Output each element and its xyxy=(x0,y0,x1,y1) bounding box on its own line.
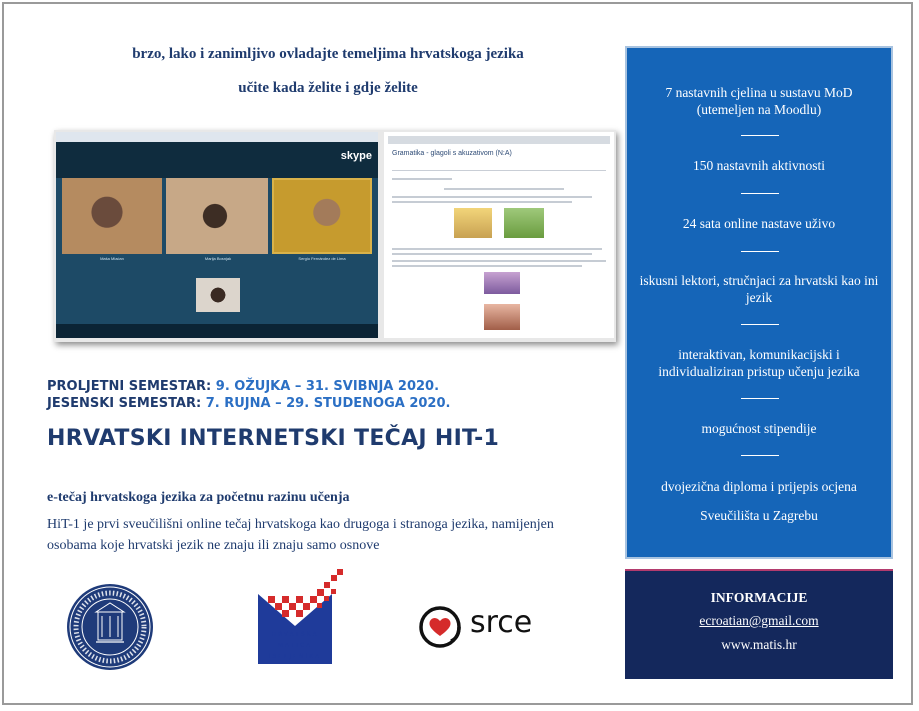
feature-item-2: 150 nastavnih aktivnosti xyxy=(693,158,825,173)
course-subtitle: e-tečaj hrvatskoga jezika za početnu razinu učenja xyxy=(47,490,350,505)
moodle-text-line xyxy=(392,260,606,262)
tagline-2: učite kada želite i gdje želite xyxy=(238,80,418,96)
info-email-link[interactable]: ecroatian@gmail.com xyxy=(699,613,819,628)
feature-item-3: 24 sata online nastave uživo xyxy=(682,216,836,231)
moodle-tabs xyxy=(392,162,606,171)
srce-at-heart-icon xyxy=(418,605,468,649)
video-tile-participant-3 xyxy=(272,178,372,254)
feature-item-4: iskusni lektori, stručnjaci za hrvatski kao ini jezik xyxy=(639,273,879,305)
skype-call-controls xyxy=(56,324,378,338)
skype-call-screenshot xyxy=(56,132,378,338)
feature-item-5: interaktivan, komunikacijski i individualiziran pristup učenju jezika xyxy=(658,347,860,379)
feature-item-8: Sveučilišta u Zagrebu xyxy=(700,508,818,523)
features-panel xyxy=(625,46,893,559)
university-of-zagreb-seal-icon xyxy=(65,582,155,672)
moodle-text-line xyxy=(392,253,592,255)
moodle-text-line xyxy=(392,196,592,198)
moodle-breadcrumb-bar xyxy=(388,136,610,144)
skype-menubar xyxy=(56,132,378,142)
info-panel xyxy=(625,569,893,679)
self-video-tile xyxy=(196,278,240,312)
screenshot-collage xyxy=(54,130,616,342)
feature-separator xyxy=(741,135,779,136)
info-website[interactable]: www.matis.hr xyxy=(721,637,797,652)
feature-separator xyxy=(741,193,779,194)
hrvatska-matica-iseljenika-logo-icon xyxy=(252,568,344,664)
feature-separator xyxy=(741,324,779,325)
feature-separator xyxy=(741,398,779,399)
semester-autumn-label: JESENSKI SEMESTAR: xyxy=(47,396,202,411)
moodle-illustration-4 xyxy=(484,304,520,330)
moodle-text-line xyxy=(444,188,564,190)
hm-logo-text-3: ISELJENIKA xyxy=(268,653,322,660)
tagline-1: brzo, lako i zanimljivo ovladajte temeljima hrvatskoga jezika xyxy=(132,46,524,62)
course-title: HRVATSKI INTERNETSKI TEČAJ HIT-1 xyxy=(47,426,500,451)
moodle-text-line xyxy=(392,248,602,250)
skype-logo: skype xyxy=(340,150,372,162)
feature-item-6: mogućnost stipendije xyxy=(701,421,817,436)
moodle-text-line xyxy=(392,265,582,267)
semester-autumn-dates: 7. RUJNA – 29. STUDENOGA 2020. xyxy=(205,396,451,411)
hm-logo-text-2: MATICA xyxy=(277,642,313,649)
semester-spring-dates: 9. OŽUJKA – 31. SVIBNJA 2020. xyxy=(215,379,440,394)
feature-item-1: 7 nastavnih cjelina u sustavu MoD (utemeljen na Moodlu) xyxy=(665,85,853,117)
moodle-illustration-3 xyxy=(484,272,520,294)
course-description: HiT-1 je prvi sveučilišni online tečaj hrvatskoga kao drugoga i stranoga jezika, namijenjen osobama koje hrvatski jezik ne znaju ili znaju samo osnove xyxy=(47,517,554,553)
moodle-text-line xyxy=(392,178,452,180)
participant-name-1: Maša Mlaćan xyxy=(100,256,124,261)
feature-separator xyxy=(741,251,779,252)
video-tile-participant-1 xyxy=(62,178,162,254)
participant-name-2: Marija Bosnjak xyxy=(204,256,232,261)
feature-item-7: dvojezična diploma i prijepis ocjena xyxy=(661,479,857,494)
participant-name-3: Sergio Fernández de Lima xyxy=(298,256,346,261)
srce-logo-text: srce xyxy=(470,605,533,640)
moodle-lesson-title: Gramatika - glagoli s akuzativom (N:A) xyxy=(392,150,512,157)
semester-spring xyxy=(47,379,439,394)
info-title: INFORMACIJE xyxy=(710,590,808,605)
semester-autumn xyxy=(47,396,450,411)
moodle-illustration-2 xyxy=(504,208,544,238)
hm-logo-text-1: HRVATSKA xyxy=(271,631,319,638)
video-tile-participant-2 xyxy=(166,178,268,254)
moodle-text-line xyxy=(392,201,572,203)
skype-toolbar xyxy=(56,142,378,178)
feature-separator xyxy=(741,455,779,456)
semester-spring-label: PROLJETNI SEMESTAR: xyxy=(47,379,212,394)
moodle-illustration-1 xyxy=(454,208,492,238)
moodle-lesson-screenshot xyxy=(384,132,614,338)
